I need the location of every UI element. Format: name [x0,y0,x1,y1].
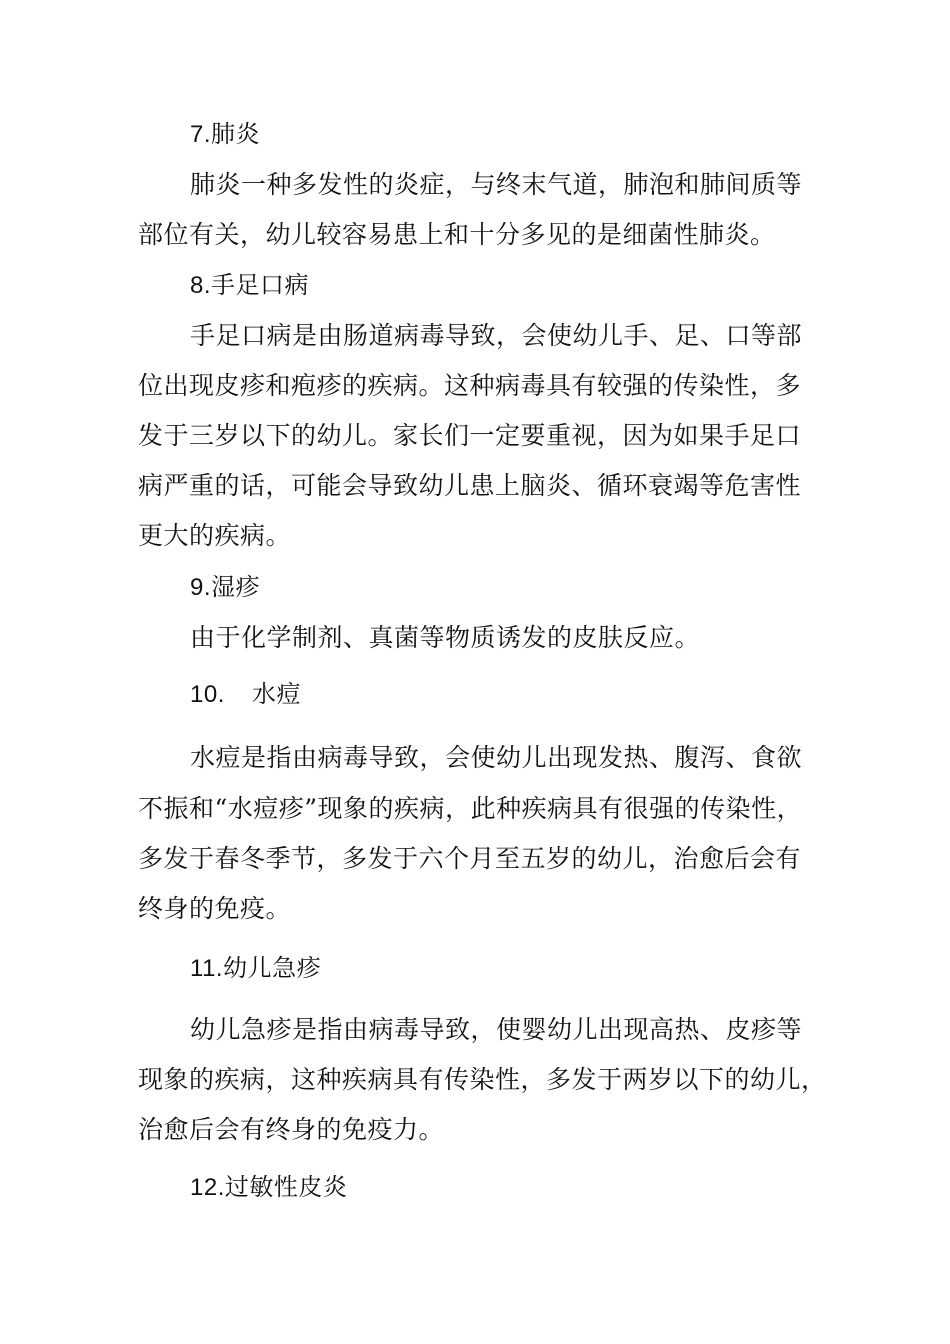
heading-number: 10. [190,681,225,708]
heading-title: 肺炎 [211,121,261,148]
heading-title: 过敏性皮炎 [224,1174,348,1201]
section-heading-10 [190,680,870,710]
paragraph-line: 现象的疾病，这种疾病具有传染性，多发于两岁以下的幼儿， [138,1065,827,1094]
paragraph-line: 位出现皮疹和疱疹的疾病。这种病毒具有较强的传染性，多 [138,371,802,400]
heading-title: 手足口病 [211,272,310,299]
paragraph-line: 终身的免疫。 [138,894,292,923]
paragraph-line: 治愈后会有终身的免疫力。 [138,1115,445,1144]
heading-title: 湿疹 [211,574,261,601]
paragraph-line: 多发于春冬季节，多发于六个月至五岁的幼儿，治愈后会有 [138,844,802,873]
paragraph-line: 病严重的话，可能会导致幼儿患上脑炎、循环衰竭等危害性 [138,471,802,500]
heading-number: 8. [190,272,212,299]
paragraph-line: 肺炎一种多发性的炎症，与终末气道，肺泡和肺间质等 [190,170,803,199]
section-heading-9 [190,573,870,603]
paragraph-line: 由于化学制剂、真菌等物质诱发的皮肤反应。 [190,623,701,652]
heading-number: 7. [190,121,212,148]
section-heading-12 [190,1173,870,1203]
section-heading-7 [190,120,870,150]
heading-number: 12. [190,1174,225,1201]
heading-number: 9. [190,574,212,601]
section-heading-8 [190,271,870,301]
heading-number: 11. [190,955,224,982]
section-heading-11 [190,954,870,984]
paragraph-line: 发于三岁以下的幼儿。家长们一定要重视，因为如果手足口 [138,421,802,450]
paragraph-line: 幼儿急疹是指由病毒导致，使婴幼儿出现高热、皮疹等 [190,1015,803,1044]
paragraph-line: 更大的疾病。 [138,521,292,550]
paragraph-line: 水痘是指由病毒导致，会使幼儿出现发热、腹泻、食欲 [190,743,803,772]
paragraph-line: 部位有关，幼儿较容易患上和十分多见的是细菌性肺炎。 [138,220,776,249]
paragraph-line: 不振和“水痘疹”现象的疾病，此种疾病具有很强的传染性， [138,794,803,823]
heading-title: 幼儿急疹 [223,955,322,982]
paragraph-line: 手足口病是由肠道病毒导致，会使幼儿手、足、口等部 [190,321,803,350]
heading-title: 水痘 [252,681,301,708]
